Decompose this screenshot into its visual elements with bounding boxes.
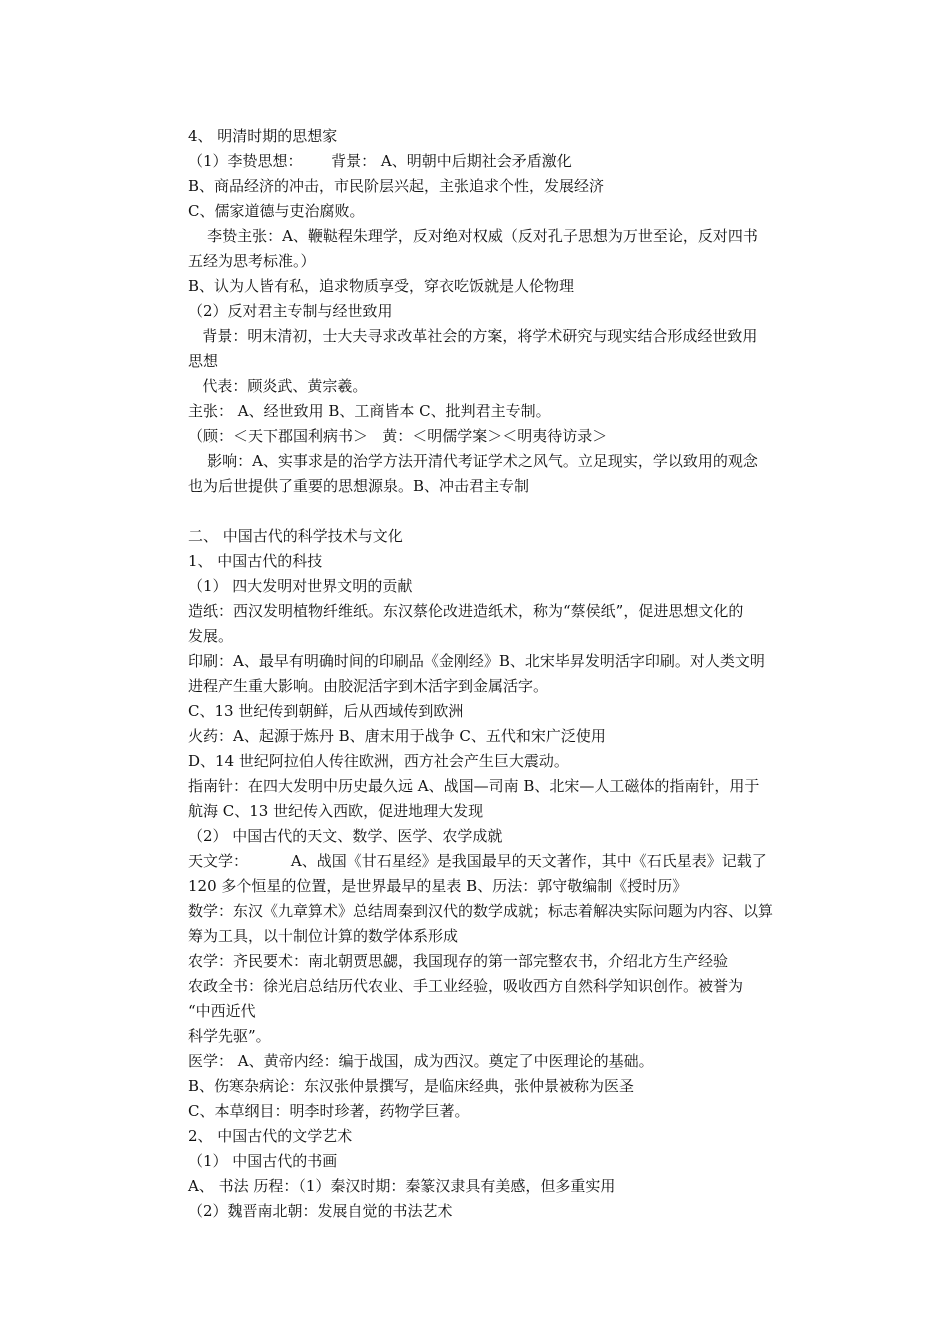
text-line: 农学：齐民要术：南北朝贾思勰，我国现存的第一部完整农书，介绍北方生产经验 [188, 952, 729, 970]
text-line: B、商品经济的冲击，市民阶层兴起，主张追求个性，发展经济 [188, 177, 605, 195]
text-line: 指南针：在四大发明中历史最久远 A、战国—司南 B、北宋—人工磁体的指南针，用于 [188, 777, 760, 795]
text-line: 李贽主张：A、鞭鞑程朱理学，反对绝对权威（反对孔子思想为万世至论，反对四书 [188, 227, 758, 245]
text-line: A、 书法 历程：（1）秦汉时期：秦篆汉隶具有美感，但多重实用 [188, 1177, 616, 1195]
text-line: C、儒家道德与吏治腐败。 [188, 202, 365, 220]
text-line: 五经为思考标准。） [188, 252, 316, 270]
text-line: 120 多个恒星的位置，是世界最早的星表 B、历法：郭守敬编制《授时历》 [188, 877, 688, 895]
text-line: 印刷：A、最早有明确时间的印刷品《金刚经》B、北宋毕昇发明活字印刷。对人类文明 [188, 652, 765, 670]
text-line: （1）李贽思想： 背景： A、明朝中后期社会矛盾激化 [188, 152, 572, 170]
text-line: 数学：东汉《九章算术》总结周秦到汉代的数学成就；标志着解决实际问题为内容、以算 [188, 902, 774, 920]
text-line: 4、 明清时期的思想家 [188, 127, 338, 145]
text-line: （1） 四大发明对世界文明的贡献 [188, 577, 413, 595]
text-line: C、本草纲目：明李时珍著，药物学巨著。 [188, 1102, 470, 1120]
text-line: 代表：顾炎武、黄宗羲。 [188, 377, 368, 395]
text-line: 航海 C、13 世纪传入西欧，促进地理大发现 [188, 802, 484, 820]
text-line: 进程产生重大影响。由胶泥活字到木活字到金属活字。 [188, 677, 549, 695]
text-line: 背景：明末清初，士大夫寻求改革社会的方案，将学术研究与现实结合形成经世致用 [188, 327, 758, 345]
text-line: 造纸：西汉发明植物纤维纸。东汉蔡伦改进造纸术，称为“蔡侯纸”，促进思想文化的 [188, 602, 744, 620]
text-line: 科学先驱”。 [188, 1027, 271, 1045]
text-line: 发展。 [188, 627, 234, 645]
text-line: （2） 中国古代的天文、数学、医学、农学成就 [188, 827, 503, 845]
text-line: （2）反对君主专制与经世致用 [188, 302, 393, 320]
text-line: 影响：A、实事求是的治学方法开清代考证学术之风气。立足现实，学以致用的观念 [188, 452, 758, 470]
text-line: D、14 世纪阿拉伯人传往欧洲，西方社会产生巨大震动。 [188, 752, 569, 770]
text-line: C、13 世纪传到朝鲜，后从西域传到欧洲 [188, 702, 464, 720]
text-line: 也为后世提供了重要的思想源泉。B、冲击君主专制 [188, 477, 530, 495]
text-line: 医学： A、黄帝内经：编于战国，成为西汉。奠定了中医理论的基础。 [188, 1052, 654, 1070]
text-line: “中西近代 [188, 1002, 256, 1020]
text-line: 筹为工具，以十制位计算的数学体系形成 [188, 927, 459, 945]
text-line: （2）魏晋南北朝：发展自觉的书法艺术 [188, 1202, 453, 1220]
text-line: 1、 中国古代的科技 [188, 552, 323, 570]
text-line: （1） 中国古代的书画 [188, 1152, 338, 1170]
text-line: （顾：＜天下郡国利病书＞ 黄：＜明儒学案＞＜明夷待访录＞ [188, 427, 608, 445]
text-line: 火药：A、起源于炼丹 B、唐末用于战争 C、五代和宋广泛使用 [188, 727, 606, 745]
text-line: 主张： A、经世致用 B、工商皆本 C、批判君主专制。 [188, 402, 551, 420]
text-line: B、认为人皆有私，追求物质享受，穿衣吃饭就是人伦物理 [188, 277, 575, 295]
text-line: 2、 中国古代的文学艺术 [188, 1127, 353, 1145]
section-heading: 二、 中国古代的科学技术与文化 [188, 527, 403, 545]
document-body [188, 124, 808, 1224]
text-line: 天文学： A、战国《甘石星经》是我国最早的天文著作，其中《石氏星表》记载了 [188, 852, 767, 870]
text-line: 农政全书：徐光启总结历代农业、手工业经验，吸收西方自然科学知识创作。被誉为 [188, 977, 744, 995]
text-line: B、伤寒杂病论：东汉张仲景撰写，是临床经典，张仲景被称为医圣 [188, 1077, 635, 1095]
blank-line [188, 499, 808, 524]
text-line: 思想 [188, 352, 219, 370]
